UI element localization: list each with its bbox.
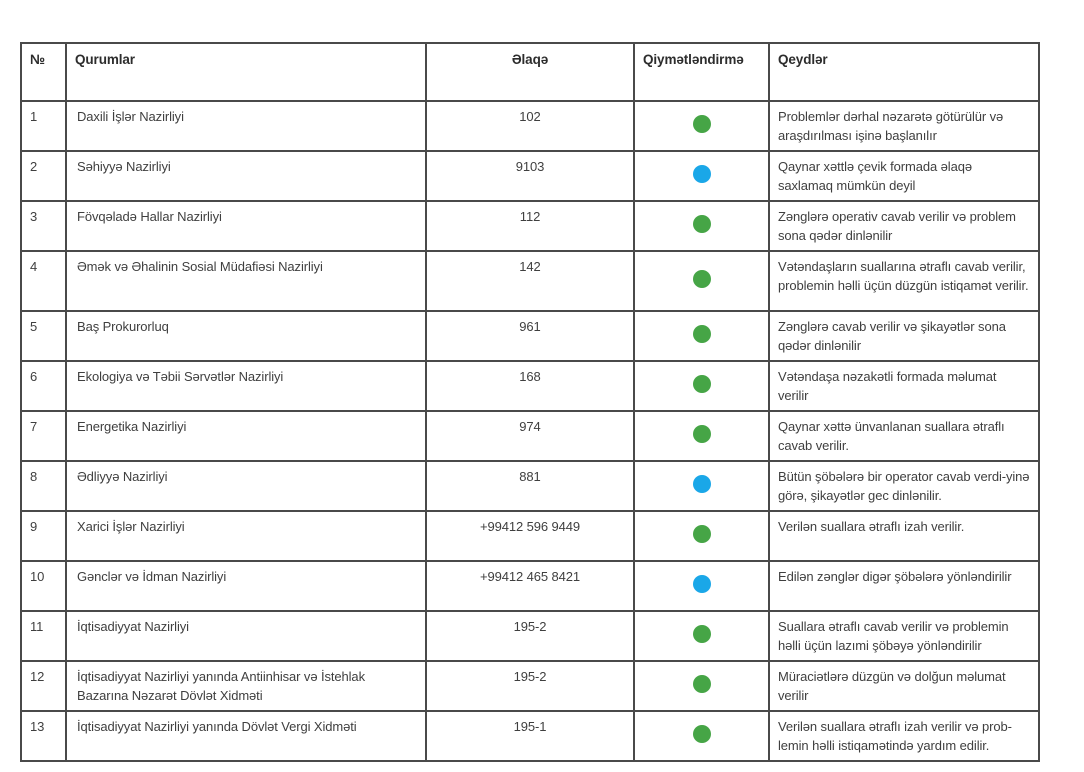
notes-text: Problemlər dərhal nəzarətə götürülür və araşdırılması işinə başlanılır [769,101,1039,151]
institution-name: Fövqəladə Hallar Nazirliyi [66,201,426,251]
notes-text: Suallara ətraflı cavab verilir və problemin həlli üçün lazımi şöbəyə yönləndirilir [769,611,1039,661]
rating-cell [634,511,769,561]
table-row [21,311,1039,361]
rating-dot [693,475,711,493]
notes-text: Qaynar xəttə ünvanlanan suallara ətraflı cavab verilir. [769,411,1039,461]
header-row [21,43,1039,101]
row-number: 5 [21,311,66,361]
column-header-qiymetlendirme: Qiymətləndirmə [634,43,769,101]
row-number: 3 [21,201,66,251]
table-row [21,461,1039,511]
rating-cell [634,561,769,611]
rating-dot [693,115,711,133]
notes-text: Qaynar xəttlə çevik formada əlaqə saxlamaq mümkün deyil [769,151,1039,201]
institution-name: Səhiyyə Nazirliyi [66,151,426,201]
rating-cell [634,101,769,151]
contact-number: 112 [426,201,634,251]
contact-number: 974 [426,411,634,461]
row-number: 2 [21,151,66,201]
notes-text: Bütün şöbələrə bir operator cavab verdi-yinə görə, şikayətlər gec dinlənilir. [769,461,1039,511]
table-row [21,561,1039,611]
institution-name: Ekologiya və Təbii Sərvətlər Nazirliyi [66,361,426,411]
institution-name: Xarici İşlər Nazirliyi [66,511,426,561]
contact-number: 195-2 [426,661,634,711]
ratings-table [20,42,1040,762]
row-number: 13 [21,711,66,761]
institution-name: Daxili İşlər Nazirliyi [66,101,426,151]
rating-cell [634,311,769,361]
row-number: 12 [21,661,66,711]
contact-number: 102 [426,101,634,151]
row-number: 8 [21,461,66,511]
institution-name: Ədliyyə Nazirliyi [66,461,426,511]
rating-dot [693,215,711,233]
table-row [21,611,1039,661]
rating-cell [634,151,769,201]
row-number: 1 [21,101,66,151]
rating-dot [693,625,711,643]
rating-dot [693,325,711,343]
row-number: 7 [21,411,66,461]
rating-cell [634,411,769,461]
table-row [21,101,1039,151]
contact-number: 195-1 [426,711,634,761]
row-number: 6 [21,361,66,411]
row-number: 9 [21,511,66,561]
table-row [21,511,1039,561]
contact-number: 142 [426,251,634,311]
contact-number: 9103 [426,151,634,201]
rating-cell [634,251,769,311]
notes-text: Verilən suallara ətraflı izah verilir və prob-lemin həlli istiqamətində yardım edilir. [769,711,1039,761]
rating-dot [693,725,711,743]
institution-name: Baş Prokurorluq [66,311,426,361]
rating-dot [693,165,711,183]
column-header-qurumlar: Qurumlar [66,43,426,101]
rating-dot [693,575,711,593]
row-number: 4 [21,251,66,311]
rating-cell [634,361,769,411]
contact-number: 195-2 [426,611,634,661]
row-number: 10 [21,561,66,611]
table-row [21,361,1039,411]
notes-text: Verilən suallara ətraflı izah verilir. [769,511,1039,561]
institution-name: Energetika Nazirliyi [66,411,426,461]
rating-cell [634,661,769,711]
rating-cell [634,611,769,661]
contact-number: 881 [426,461,634,511]
rating-dot [693,675,711,693]
notes-text: Edilən zənglər digər şöbələrə yönləndirilir [769,561,1039,611]
rating-dot [693,375,711,393]
rating-dot [693,270,711,288]
table-row [21,201,1039,251]
rating-cell [634,201,769,251]
contact-number: +99412 465 8421 [426,561,634,611]
table-row [21,251,1039,311]
rating-cell [634,461,769,511]
column-header-elaqe: Əlaqə [426,43,634,101]
table-row [21,661,1039,711]
table-row [21,411,1039,461]
notes-text: Vətəndaşların suallarına ətraflı cavab verilir, problemin həlli üçün düzgün istiqamət verilir. [769,251,1039,311]
rating-dot [693,525,711,543]
notes-text: Zənglərə cavab verilir və şikayətlər sona qədər dinlənilir [769,311,1039,361]
contact-number: 961 [426,311,634,361]
contact-number: +99412 596 9449 [426,511,634,561]
column-header-qeydler: Qeydlər [769,43,1039,101]
institution-name: İqtisadiyyat Nazirliyi [66,611,426,661]
institution-name: Əmək və Əhalinin Sosial Müdafiəsi Nazirliyi [66,251,426,311]
contact-number: 168 [426,361,634,411]
institution-name: İqtisadiyyat Nazirliyi yanında Dövlət Vergi Xidməti [66,711,426,761]
column-header-no: № [21,43,66,101]
institution-name: İqtisadiyyat Nazirliyi yanında Antiinhisar və İstehlak Bazarına Nəzarət Dövlət Xidməti [66,661,426,711]
institution-name: Gənclər və İdman Nazirliyi [66,561,426,611]
table-row [21,151,1039,201]
notes-text: Müraciətlərə düzgün və dolğun məlumat verilir [769,661,1039,711]
table-row [21,711,1039,761]
rating-dot [693,425,711,443]
rating-cell [634,711,769,761]
notes-text: Zənglərə operativ cavab verilir və problem sona qədər dinlənilir [769,201,1039,251]
row-number: 11 [21,611,66,661]
notes-text: Vətəndaşa nəzakətli formada məlumat verilir [769,361,1039,411]
